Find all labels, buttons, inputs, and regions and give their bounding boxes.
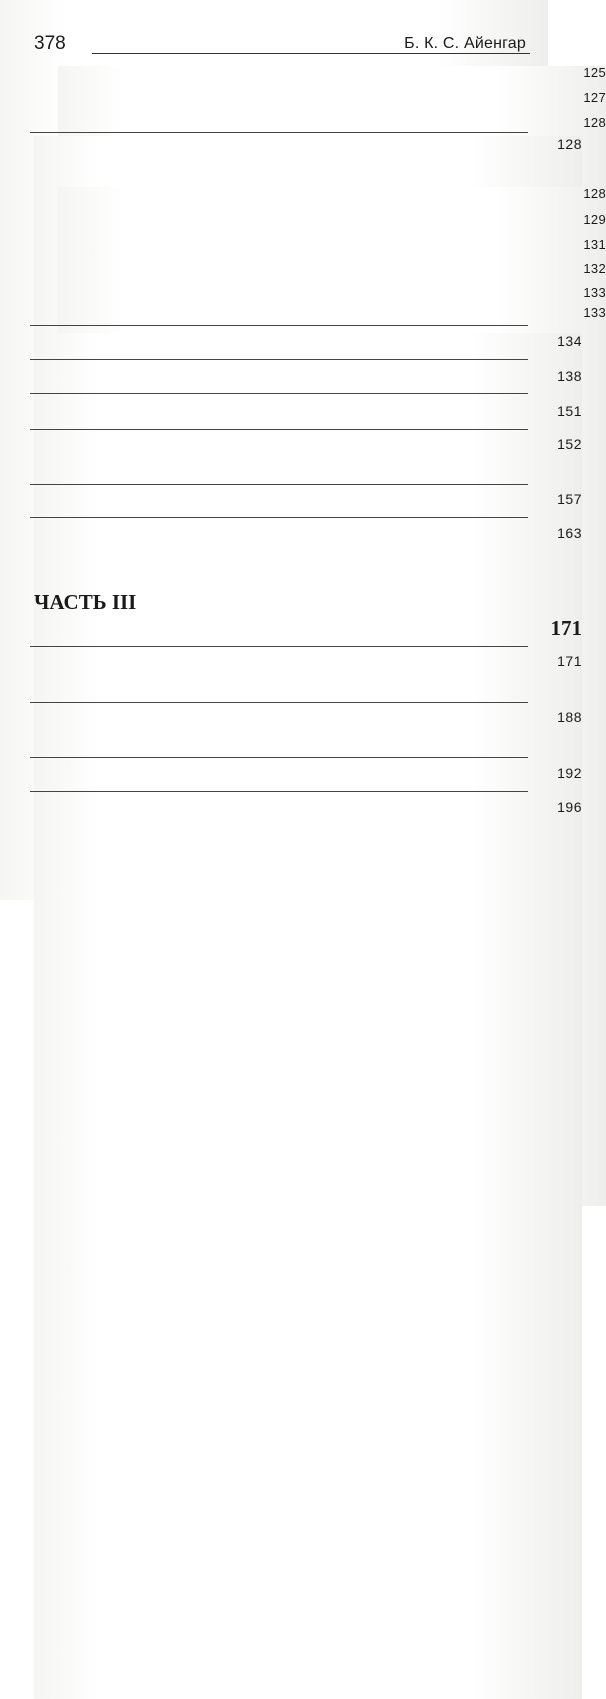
toc-entry-asany[interactable] — [58, 65, 606, 82]
section-divider — [30, 791, 528, 792]
section-divider — [30, 429, 528, 430]
page-number: 378 — [34, 33, 66, 54]
toc-entry-pozitivnoe[interactable] — [58, 305, 606, 322]
toc-entry-page: 125 — [58, 66, 606, 966]
toc-entry-page: 133 — [58, 306, 606, 1206]
toc-entry-page: 134 — [34, 333, 582, 1233]
toc-entry-vykhod[interactable] — [58, 237, 606, 254]
toc-entry-zhizn-v-sumatokhe[interactable] — [58, 186, 606, 203]
section-divider — [30, 325, 528, 326]
toc-entry-yoga-for-life[interactable] — [34, 136, 582, 175]
section-divider — [30, 702, 528, 703]
toc-entry-page: 152 — [34, 436, 582, 1336]
toc-part-ayurveda[interactable] — [34, 616, 582, 640]
toc-entry-negativny[interactable] — [58, 285, 606, 302]
section-divider — [30, 393, 528, 394]
toc-entry-page: 171 — [34, 653, 582, 1553]
part-label: ЧАСТЬ III — [34, 590, 137, 614]
section-divider — [30, 359, 528, 360]
toc-entry-metodichnoe[interactable] — [34, 436, 582, 475]
section-divider — [30, 646, 528, 647]
section-divider — [30, 484, 528, 485]
toc-entry-yoga-i-ayurveda[interactable] — [34, 765, 582, 785]
toc-entry-page: 196 — [34, 799, 582, 1699]
toc-entry-pranayama[interactable] — [58, 90, 606, 107]
section-divider — [30, 132, 528, 133]
toc-entry-page: 133 — [58, 286, 606, 1186]
section-divider — [30, 517, 528, 518]
toc-entry-page: 128 — [34, 136, 582, 1036]
toc-entry-yoga-prikhodit[interactable] — [58, 261, 606, 278]
toc-entry-tochki-skhozhdeniya[interactable] — [34, 525, 582, 564]
toc-entry-page: 128 — [58, 187, 606, 1087]
part-page: 171 — [34, 616, 582, 1516]
toc-entry-razlichiya[interactable] — [34, 709, 582, 748]
toc-entry-page: 132 — [58, 262, 606, 1162]
toc-entry-page: 192 — [34, 765, 582, 1665]
toc-entry-page: 138 — [34, 368, 582, 1268]
running-head: Б. К. С. Айенгар — [404, 35, 526, 52]
toc-entry-page: 151 — [34, 403, 582, 1303]
toc-entry-page: 163 — [34, 525, 582, 1425]
toc-entry-page: 188 — [34, 709, 582, 1609]
toc-entry-yoga-snimaet[interactable] — [34, 333, 582, 353]
toc-entry-napryazhenie[interactable] — [58, 212, 606, 229]
section-divider — [30, 757, 528, 758]
toc-entry-zdorovie[interactable] — [34, 799, 582, 819]
toc-entry-pratyahara[interactable] — [58, 115, 606, 132]
toc-entry-page: 127 — [58, 91, 606, 991]
header-rule — [92, 53, 530, 54]
toc-entry-page: 128 — [58, 116, 606, 1016]
page-header — [34, 33, 530, 61]
toc-entry-page: 131 — [58, 238, 606, 1138]
toc-entry-yogoterapiya[interactable] — [34, 491, 582, 511]
toc-entry-page: 157 — [34, 491, 582, 1391]
toc-entry-paralleli[interactable] — [34, 653, 582, 692]
toc-entry-page: 129 — [58, 213, 606, 1113]
toc-entry-naturopatiya[interactable] — [34, 368, 582, 388]
toc-entry-terapiya[interactable] — [34, 403, 582, 423]
